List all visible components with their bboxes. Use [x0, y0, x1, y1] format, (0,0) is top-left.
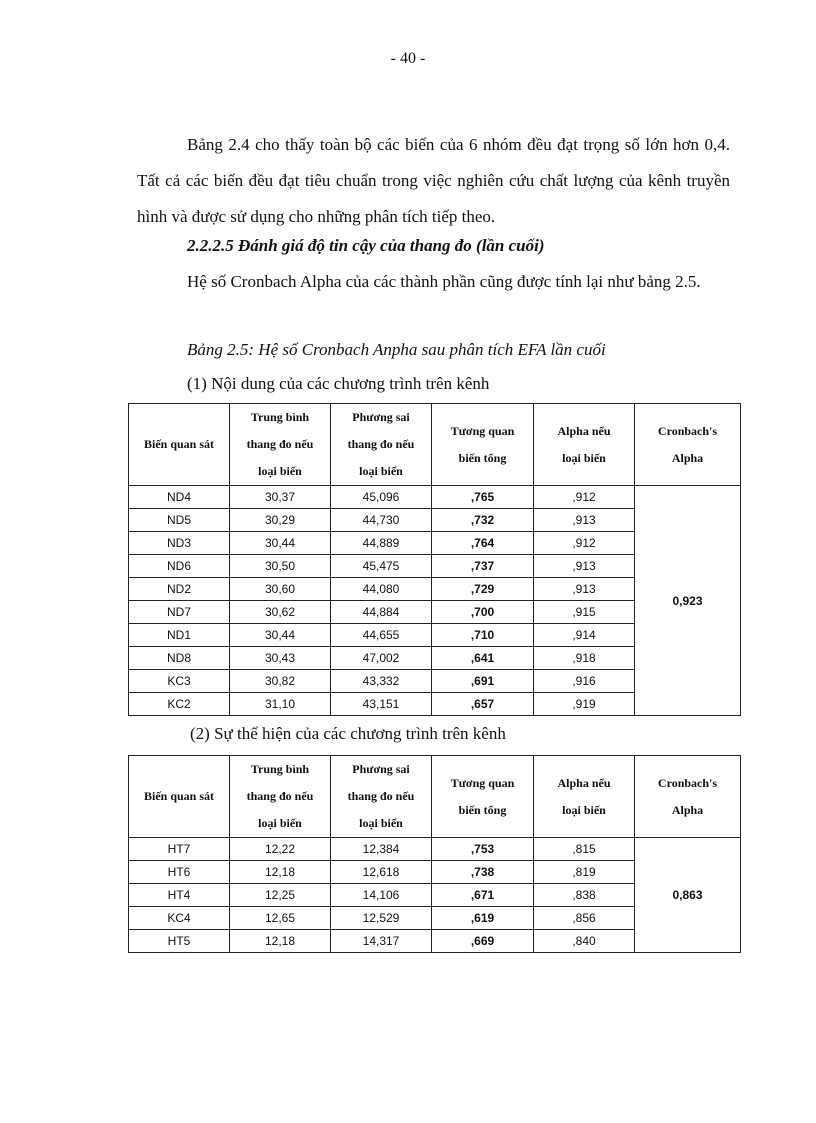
- cell-scale-mean: 30,29: [230, 509, 331, 532]
- cell-item-total-correlation: ,671: [432, 884, 534, 907]
- cell-item-total-correlation: ,764: [432, 532, 534, 555]
- cell-scale-variance: 12,618: [331, 861, 432, 884]
- header-item-total-correlation: Tương quan biến tổng: [432, 404, 534, 486]
- cell-alpha-if-deleted: ,840: [534, 930, 635, 953]
- cell-scale-mean: 30,43: [230, 647, 331, 670]
- table-content-reliability: [128, 403, 741, 716]
- cell-item-total-correlation: ,700: [432, 601, 534, 624]
- cell-variable: ND4: [129, 486, 230, 509]
- cell-scale-variance: 44,080: [331, 578, 432, 601]
- cell-scale-mean: 12,18: [230, 861, 331, 884]
- cell-alpha-if-deleted: ,912: [534, 532, 635, 555]
- cell-item-total-correlation: ,641: [432, 647, 534, 670]
- cell-variable: ND3: [129, 532, 230, 555]
- header-item-total-correlation: Tương quan biến tổng: [432, 756, 534, 838]
- header-scale-variance: Phương sai thang đo nếu loại biến: [331, 756, 432, 838]
- cell-alpha-if-deleted: ,915: [534, 601, 635, 624]
- section-heading: 2.2.2.5 Đánh giá độ tin cậy của thang đo (lần cuối): [187, 236, 545, 255]
- cell-scale-variance: 43,332: [331, 670, 432, 693]
- cell-scale-mean: 12,65: [230, 907, 331, 930]
- cell-item-total-correlation: ,729: [432, 578, 534, 601]
- cell-item-total-correlation: ,669: [432, 930, 534, 953]
- cell-variable: ND5: [129, 509, 230, 532]
- header-scale-variance: Phương sai thang đo nếu loại biến: [331, 404, 432, 486]
- cell-item-total-correlation: ,753: [432, 838, 534, 861]
- cell-scale-mean: 12,18: [230, 930, 331, 953]
- cell-item-total-correlation: ,737: [432, 555, 534, 578]
- header-cronbach-alpha: Cronbach's Alpha: [635, 404, 741, 486]
- header-scale-mean: Trung bình thang đo nếu loại biến: [230, 756, 331, 838]
- cell-variable: KC2: [129, 693, 230, 716]
- cell-alpha-if-deleted: ,838: [534, 884, 635, 907]
- cell-alpha-if-deleted: ,913: [534, 509, 635, 532]
- cell-alpha-if-deleted: ,919: [534, 693, 635, 716]
- cell-alpha-if-deleted: ,914: [534, 624, 635, 647]
- cell-scale-mean: 31,10: [230, 693, 331, 716]
- table2-title: (2) Sự thể hiện của các chương trình trên kênh: [190, 724, 506, 743]
- cronbach-alpha-value: 0,923: [635, 486, 741, 716]
- header-variable: Biến quan sát: [129, 404, 230, 486]
- cell-item-total-correlation: ,738: [432, 861, 534, 884]
- cronbach-paragraph-text: Hệ số Cronbach Alpha của các thành phần cũng được tính lại như bảng 2.5.: [187, 272, 701, 291]
- cell-variable: ND7: [129, 601, 230, 624]
- cell-scale-variance: 12,384: [331, 838, 432, 861]
- header-alpha-if-deleted: Alpha nếu loại biến: [534, 756, 635, 838]
- cell-alpha-if-deleted: ,819: [534, 861, 635, 884]
- cell-scale-mean: 30,60: [230, 578, 331, 601]
- cell-alpha-if-deleted: ,815: [534, 838, 635, 861]
- cell-item-total-correlation: ,691: [432, 670, 534, 693]
- cell-alpha-if-deleted: ,856: [534, 907, 635, 930]
- table-presentation-reliability: [128, 755, 741, 953]
- cell-scale-variance: 12,529: [331, 907, 432, 930]
- cell-item-total-correlation: ,657: [432, 693, 534, 716]
- cell-variable: HT4: [129, 884, 230, 907]
- cell-alpha-if-deleted: ,918: [534, 647, 635, 670]
- cronbach-paragraph: [137, 264, 730, 300]
- cell-alpha-if-deleted: ,913: [534, 555, 635, 578]
- cell-variable: ND2: [129, 578, 230, 601]
- cell-alpha-if-deleted: ,916: [534, 670, 635, 693]
- cell-scale-variance: 14,317: [331, 930, 432, 953]
- cell-scale-mean: 30,62: [230, 601, 331, 624]
- cell-variable: HT6: [129, 861, 230, 884]
- cell-scale-mean: 12,25: [230, 884, 331, 907]
- cell-variable: ND1: [129, 624, 230, 647]
- cell-scale-variance: 44,655: [331, 624, 432, 647]
- header-alpha-if-deleted: Alpha nếu loại biến: [534, 404, 635, 486]
- intro-paragraph-text: Bảng 2.4 cho thấy toàn bộ các biến của 6 nhóm đều đạt trọng số lớn hơn 0,4. Tất cả các biến đều đạt tiêu chuẩn trong việc nghiên cứu chất lượng của kênh truyền hình và được sử dụng cho những phân tích tiếp theo.: [137, 135, 730, 226]
- cell-variable: ND8: [129, 647, 230, 670]
- table-caption: Bảng 2.5: Hệ số Cronbach Anpha sau phân tích EFA lần cuối: [187, 340, 606, 359]
- header-variable: Biến quan sát: [129, 756, 230, 838]
- cell-variable: HT7: [129, 838, 230, 861]
- cell-scale-variance: 44,889: [331, 532, 432, 555]
- table1-title: (1) Nội dung của các chương trình trên kênh: [187, 374, 490, 393]
- cell-scale-variance: 44,730: [331, 509, 432, 532]
- page-number: - 40 -: [390, 50, 426, 67]
- cell-scale-mean: 30,82: [230, 670, 331, 693]
- cell-alpha-if-deleted: ,912: [534, 486, 635, 509]
- cell-scale-variance: 14,106: [331, 884, 432, 907]
- cell-scale-mean: 30,37: [230, 486, 331, 509]
- header-scale-mean: Trung bình thang đo nếu loại biến: [230, 404, 331, 486]
- cell-scale-variance: 45,096: [331, 486, 432, 509]
- intro-paragraph: [137, 127, 730, 235]
- table-row: [129, 486, 741, 509]
- cell-scale-variance: 43,151: [331, 693, 432, 716]
- cell-alpha-if-deleted: ,913: [534, 578, 635, 601]
- cell-scale-mean: 30,44: [230, 624, 331, 647]
- cell-scale-mean: 12,22: [230, 838, 331, 861]
- cell-scale-mean: 30,50: [230, 555, 331, 578]
- cell-variable: ND6: [129, 555, 230, 578]
- cell-item-total-correlation: ,732: [432, 509, 534, 532]
- cell-variable: KC3: [129, 670, 230, 693]
- table-header-row: [129, 404, 741, 486]
- cell-item-total-correlation: ,765: [432, 486, 534, 509]
- cell-variable: HT5: [129, 930, 230, 953]
- cell-scale-variance: 45,475: [331, 555, 432, 578]
- cronbach-alpha-value: 0,863: [635, 838, 741, 953]
- table-header-row: [129, 756, 741, 838]
- cell-item-total-correlation: ,619: [432, 907, 534, 930]
- cell-scale-variance: 44,884: [331, 601, 432, 624]
- header-cronbach-alpha: Cronbach's Alpha: [635, 756, 741, 838]
- cell-scale-mean: 30,44: [230, 532, 331, 555]
- cell-scale-variance: 47,002: [331, 647, 432, 670]
- table-row: [129, 838, 741, 861]
- cell-variable: KC4: [129, 907, 230, 930]
- cell-item-total-correlation: ,710: [432, 624, 534, 647]
